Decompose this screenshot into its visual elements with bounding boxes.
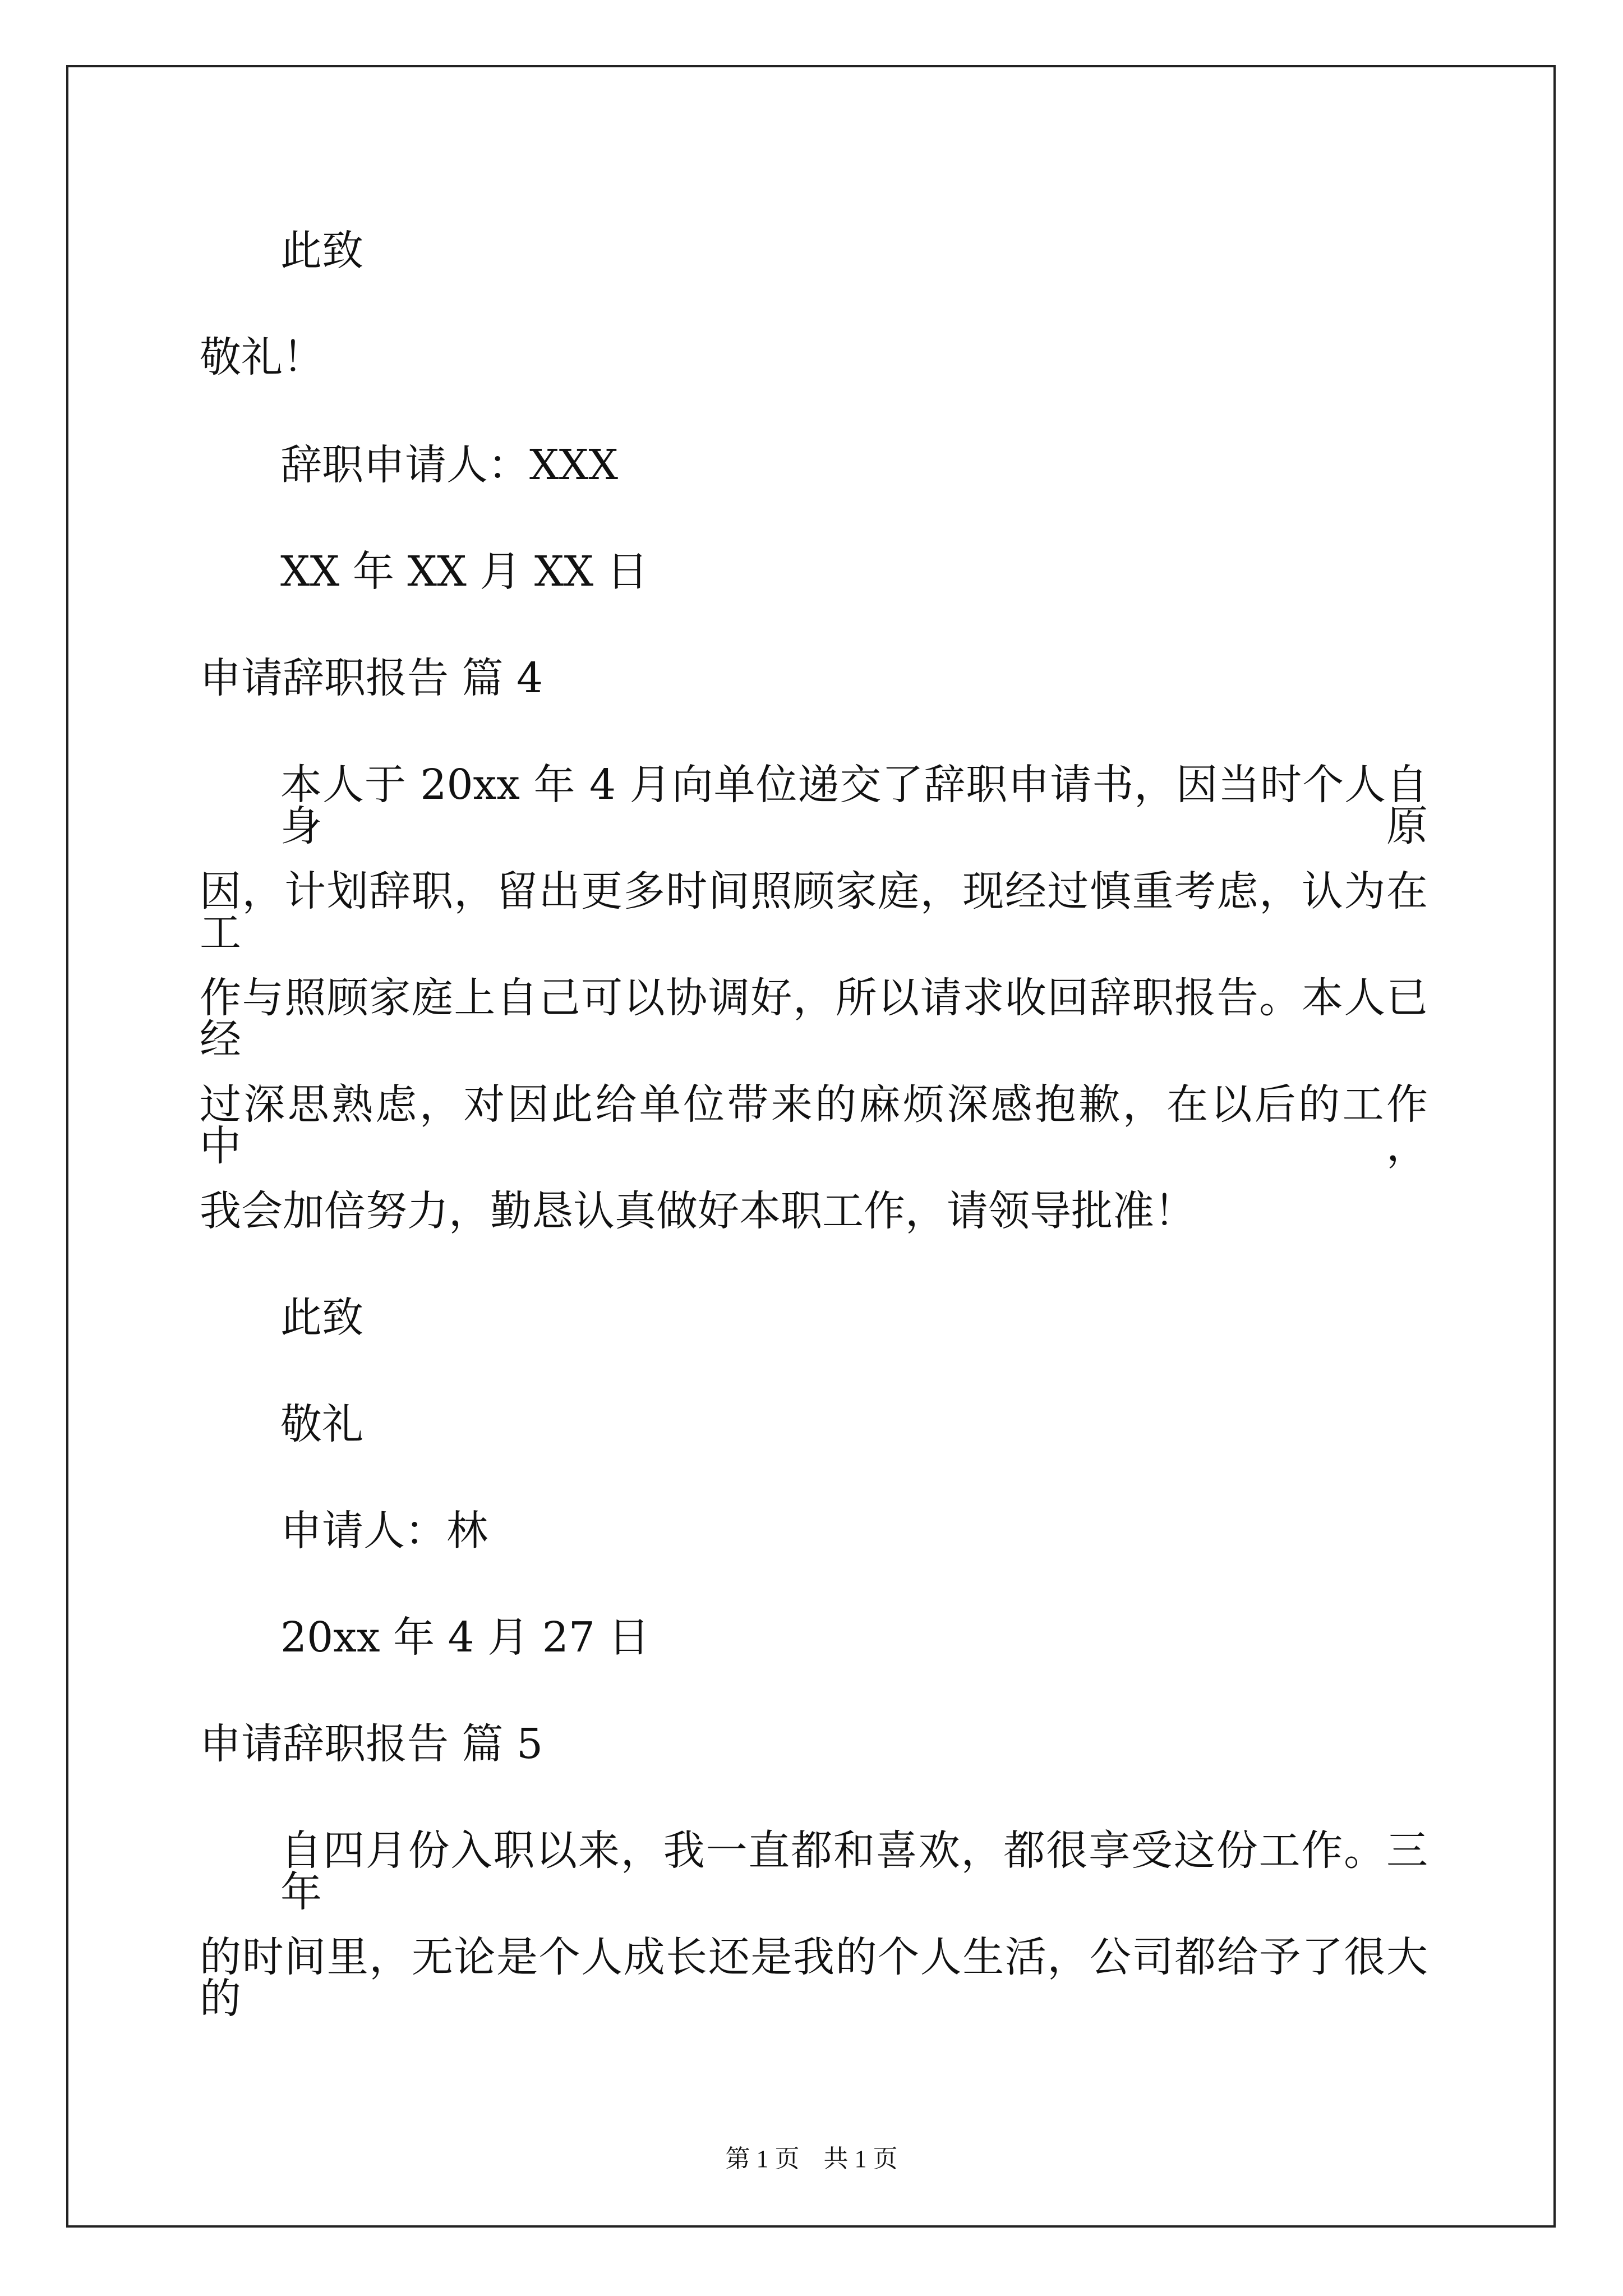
signature-applicant: 申请人：林 bbox=[280, 1507, 488, 1555]
paragraph-line: 因，计划辞职，留出更多时间照顾家庭，现经过慎重考虑，认为在工 bbox=[200, 867, 1428, 957]
page-footer bbox=[0, 2138, 1623, 2174]
signature-date: XX 年 XX 月 XX 日 bbox=[280, 547, 648, 596]
paragraph-line: 过深思熟虑，对因此给单位带来的麻烦深感抱歉，在以后的工作中， bbox=[200, 1080, 1428, 1170]
signature-applicant: 辞职申请人：XXX bbox=[280, 441, 619, 489]
closing-regards: 敬礼 bbox=[280, 1400, 363, 1448]
closing-regards: 敬礼！ bbox=[200, 333, 324, 381]
closing-salutation: 此致 bbox=[280, 1294, 363, 1342]
section-heading-5: 申请辞职报告 篇 5 bbox=[200, 1720, 543, 1768]
paragraph-line: 的时间里，无论是个人成长还是我的个人生活，公司都给予了很大的 bbox=[200, 1933, 1428, 2023]
paragraph-line: 我会加倍努力，勤恳认真做好本职工作，请领导批准！ bbox=[200, 1187, 1196, 1235]
section-heading-4: 申请辞职报告 篇 4 bbox=[200, 654, 543, 702]
paragraph-line: 本人于 20xx 年 4 月向单位递交了辞职申请书，因当时个人自身原 bbox=[280, 761, 1428, 850]
page-number: 第 1 页 bbox=[725, 2145, 800, 2173]
closing-salutation: 此致 bbox=[280, 227, 363, 275]
page-total: 共 1 页 bbox=[823, 2145, 898, 2173]
signature-date: 20xx 年 4 月 27 日 bbox=[280, 1613, 650, 1662]
paragraph-line: 自四月份入职以来，我一直都和喜欢，都很享受这份工作。三年 bbox=[280, 1826, 1428, 1916]
paragraph-line: 作与照顾家庭上自己可以协调好，所以请求收回辞职报告。本人已经 bbox=[200, 974, 1428, 1064]
